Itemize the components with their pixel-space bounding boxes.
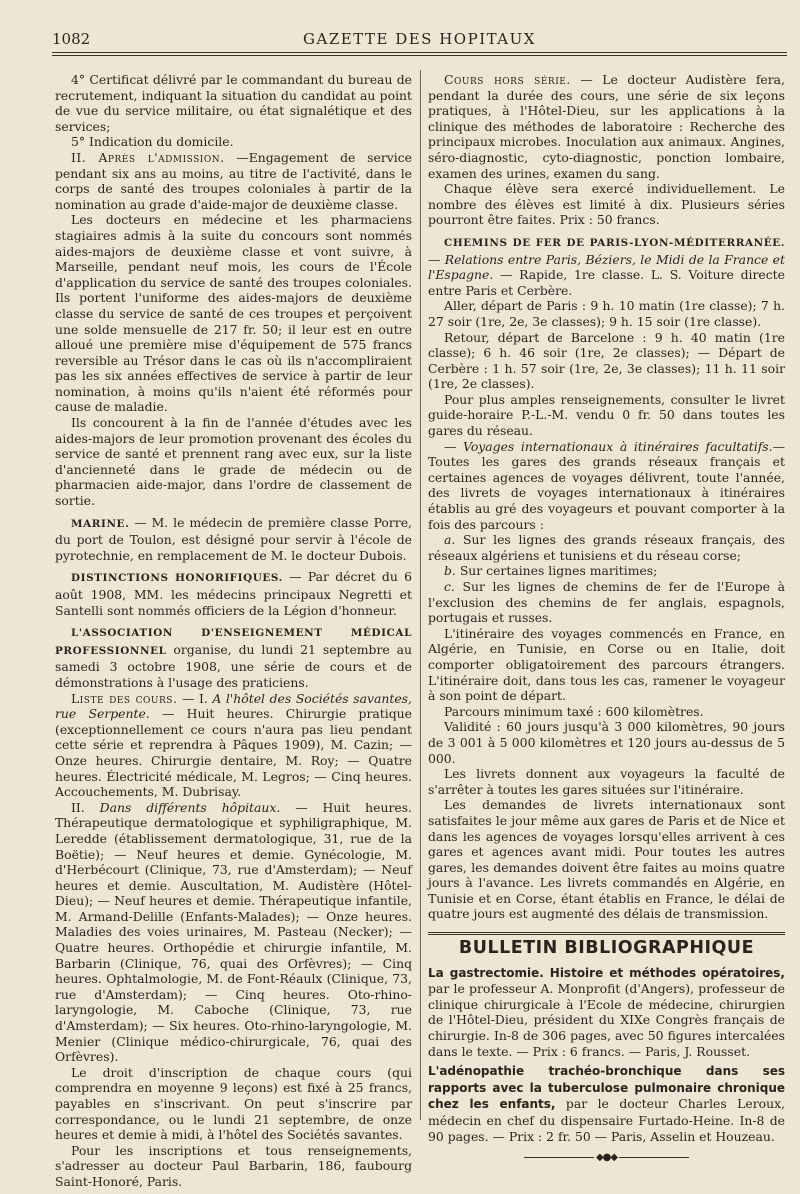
- cours-text: — Le docteur Audistère fera, pendant la durée des cours, une série de six leçons pratiques, à l'Hôtel-Dieu, sur les applications à la clinique des méthodes de laboratoire : Recherche des principaux microbes. Inoculation aux animaux. Angines, séro-diagnostic, cyto-diagnostic, ponction lombaire, examen des urines, examen du sang.: [428, 72, 785, 181]
- bibliography: [428, 965, 785, 1145]
- distinctions-text: — Par décret du 6 août 1908, MM. les médecins principaux Negretti et Santelli sont nommés officiers de la Légion d'honneur.: [55, 569, 412, 618]
- header-rule-second: [52, 55, 787, 56]
- paragraph-hopitaux: [55, 800, 412, 1065]
- paragraph-demandes: Les demandes de livrets internationaux sont satisfaites le jour même aux gares de Paris et de Nice et dans les agences de voyages lorsqu'elles arrivent à ces gares et agences avant midi. Pour toutes les autres gares, les demandes doivent être faites au moins quatre jours à l'avance. Les livrets commandés en Algérie, en Tunisie et en Corse, étant établis en France, le délai de quatre jours est augmenté des délais de transmission.: [428, 797, 785, 922]
- bib-entry-adenopathie: [428, 1063, 785, 1144]
- right-column: [428, 72, 785, 1166]
- section-rule: [428, 932, 785, 935]
- paragraph-liste-cours: [55, 691, 412, 800]
- cdf-dash: —: [428, 251, 445, 267]
- paragraph-renseignements: Pour les inscriptions et tous renseignements, s'adresser au docteur Paul Barbarin, 186, faubourg Saint-Honoré, Paris.: [55, 1142, 412, 1189]
- page-number: 1082: [52, 30, 91, 48]
- liste-location: A l'hôtel des Sociétés savantes, rue Serpente.: [55, 690, 412, 722]
- paragraph-livrets: Les livrets donnent aux voyageurs la faculté de s'arrêter à toutes les gares situées sur l'itinéraire.: [428, 766, 785, 797]
- cdf-relations: Relations entre Paris, Béziers, le Midi de la France et l'Espagne.: [428, 251, 785, 283]
- paragraph-voyages: [428, 439, 785, 533]
- heading-marine: MARINE.: [71, 517, 130, 530]
- page-header: [52, 26, 787, 50]
- liste-text: — Huit heures. Chirurgie pratique (exceptionnellement ce cours n'aura pas lieu pendant cette série et reprendra à Pâques 1909), M. Cazin; — Onze heures. Chirurgie dentaire, M. Roy; — Quatre heures. Électricité médicale, M. Legros; — Cinq heures. Accouchements, M. Dubrisay.: [55, 706, 412, 800]
- paragraph-apres-admission: [55, 150, 412, 212]
- paragraph-domicile: 5° Indication du domicile.: [71, 134, 234, 150]
- bib-title-adenopathie: L'adénopathie trachéo-bronchique dans ses rapports avec la tuberculose pulmonaire chronique chez les enfants,: [428, 1064, 785, 1112]
- paragraph-plus-amples: Pour plus amples renseignements, consulter le livret guide-horaire P.-L.-M. vendu 0 fr. 50 dans toutes les gares du réseau.: [428, 391, 785, 439]
- paragraph-retour: Retour, départ de Barcelone : 9 h. 40 matin (1re classe); 6 h. 46 soir (1re, 2e classes); — Départ de Cerbère : 1 h. 57 soir (1re, 2e, 3e classes); 11 h. 11 soir (1re, 2e classes).: [428, 329, 785, 392]
- paragraph-text: —Engagement de service pendant six ans au moins, au titre de l'activité, dans le corps de santé des troupes coloniales à partir de la nomination au grade d'aide-major de deuxième classe.: [55, 149, 412, 212]
- item-text: Sur les lignes des grands réseaux français, des réseaux algériens et tunisiens et du réseau corse;: [428, 532, 785, 563]
- section-lead: II. Après l'admission.: [71, 149, 225, 165]
- column-separator: [420, 70, 421, 1120]
- hopitaux-number: II.: [71, 799, 100, 815]
- paragraph-droit-inscription: Le droit d'inscription de chaque cours (qui comprendra en moyenne 9 leçons) est fixé à 25 francs, payables en s'inscrivant. On peut s'inscrire par correspondance, ou le lundi 21 septembre, de onze heures et demie à midi, à l'hôtel des Sociétés savantes.: [55, 1064, 412, 1143]
- heading-liste-cours: Liste des cours.: [71, 690, 178, 706]
- paragraph-distinctions: [55, 569, 412, 618]
- paragraph-cours-hors-serie: [428, 72, 785, 181]
- item-label: a.: [444, 532, 456, 548]
- association-text: organise, du lundi 21 septembre au samedi 3 octobre 1908, une série de cours et de démonstrations à l'usage des praticiens.: [55, 641, 412, 690]
- heading-association: L'ASSOCIATION D'ENSEIGNEMENT MÉDICAL PROFESSIONNEL: [55, 627, 412, 657]
- paragraph-parcours: Parcours minimum taxé : 600 kilomètres.: [444, 703, 704, 719]
- heading-chemins-de-fer: CHEMINS DE FER DE PARIS-LYON-MÉDITERRANÉE.: [444, 236, 785, 249]
- paragraph-docteurs: Les docteurs en médecine et les pharmaciens stagiaires admis à la suite du concours sont nommés aides-majors de deuxième classe et vont suivre, à Marseille, pendant neuf mois, les cours de l'École d'application du service de santé des troupes coloniales. Ils portent l'uniforme des aides-majors de deuxième classe du service de santé de ces troupes et perçoivent une solde mensuelle de 217 fr. 50; il leur est en outre alloué une première mise d'équipement de 575 francs reversible au Trésor dans le cas où ils n'accompliraient pas les six années effectives de service à partir de leur nomination, à moins qu'ils n'aient été réformés pour cause de maladie.: [55, 212, 412, 415]
- item-label: c.: [444, 579, 455, 594]
- left-column: [55, 72, 412, 1190]
- list-item-a: [428, 532, 785, 563]
- list-item-c: [428, 579, 785, 626]
- paragraph-chaque-eleve: Chaque élève sera exercé individuellement. Le nombre des élèves est limité à dix. Plusieurs séries pourront être faites. Prix : 50 francs.: [428, 181, 785, 228]
- voy-dash: —: [444, 438, 464, 454]
- header-rule: [52, 52, 787, 53]
- paragraph-itineraire: L'itinéraire des voyages commencés en France, en Algérie, en Tunisie, en Corse ou en Italie, doit comporter obligatoirement des parcours étrangers. L'itinéraire doit, dans tous les cas, ramener le voyageur à son point de départ.: [428, 625, 785, 704]
- bib-text-gastrectomie: par le professeur A. Monprofit (d'Angers), professeur de clinique chirurgicale à l'Ecole de médecine, chirurgien de l'Hôtel-Dieu, président du XIXe Congrès français de chirurgie. In-8 de 306 pages, avec 50 figures intercalées dans le texte. — Prix : 6 francs. — Paris, J. Rousset.: [428, 981, 785, 1059]
- hopitaux-text: — Huit heures. Thérapeutique dermatologique et syphiligraphique, M. Leredde (établissement dermatologique, 31, rue de la Boëtie); — Neuf heures et demie. Gynécologie, M. d'Herbécourt (Clinique, 73, rue d'Amsterdam); — Neuf heures et demie. Auscultation, M. Audistère (Hôtel-Dieu); — Neuf heures et demie. Thérapeutique infantile, M. Armand-Delille (Enfants-Malades); — Onze heures. Maladies des voies urinaires, M. Pasteau (Necker); — Quatre heures. Orthopédie et chirurgie infantile, M. Barbarin (Clinique, 76, quai des Orfèvres); — Cinq heures. Ophtalmologie, M. de Font-Réaulx (Clinique, 73, rue d'Amsterdam); — Cinq heures. Oto-rhino-laryngologie, M. Caboche (Clinique, 73, rue d'Amsterdam); — Six heures. Oto-rhino-laryngologie, M. Menier (Clinique médico-chirurgicale, 76, quai des Orfèvres).: [55, 799, 412, 1065]
- bib-text-adenopathie: par le docteur Charles Leroux, médecin en chef du dispensaire Furtado-Heine. In-8 de 90 pages. — Prix : 2 fr. 50 — Paris, Asselin et Houzeau.: [428, 1096, 785, 1144]
- paragraph-association: [55, 624, 412, 690]
- paragraph-certificat: 4° Certificat délivré par le commandant du bureau de recrutement, indiquant la situation du candidat au point de vue du service militaire, ou état signalétique et des services;: [55, 72, 412, 134]
- paragraph-marine: [55, 515, 412, 564]
- item-label: b.: [444, 563, 456, 579]
- bib-title-gastrectomie: La gastrectomie. Histoire et méthodes opératoires,: [428, 965, 785, 980]
- heading-distinctions: DISTINCTIONS HONORIFIQUES.: [71, 572, 283, 585]
- voyages-title: Voyages internationaux à itinéraires facultatifs.: [463, 438, 773, 454]
- paragraph-chemins-de-fer: [428, 234, 785, 298]
- bib-entry-gastrectomie: [428, 965, 785, 1060]
- liste-number: — I.: [177, 690, 213, 706]
- cdf-text: — Rapide, 1re classe. L. S. Voiture directe entre Paris et Cerbère.: [428, 267, 785, 298]
- list-item-b: [428, 563, 785, 579]
- heading-cours-hors-serie: Cours hors série.: [444, 72, 571, 87]
- end-ornament: ◆●◆: [428, 1150, 785, 1166]
- item-text: Sur les lignes de chemins de fer de l'Europe à l'exclusion des chemins de fer anglais, espagnols, portugais et russes.: [428, 579, 785, 626]
- item-text: Sur certaines lignes maritimes;: [455, 563, 658, 579]
- paragraph-concourent: Ils concourent à la fin de l'année d'études avec les aides-majors de leur promotion provenant des écoles du service de santé et prennent rang avec eux, sur la liste d'ancienneté dans le grade de médecin ou de pharmacien aide-major, dans l'ordre de classement de sortie.: [55, 415, 412, 509]
- bulletin-title: BULLETIN BIBLIOGRAPHIQUE: [458, 938, 755, 959]
- running-title: GAZETTE DES HOPITAUX: [303, 30, 536, 48]
- paragraph-validite: Validité : 60 jours jusqu'à 3 000 kilomètres, 90 jours de 3 001 à 5 000 kilomètres et 120 jours au-dessus de 5 000.: [428, 719, 785, 766]
- hopitaux-location: Dans différents hôpitaux.: [99, 799, 281, 815]
- marine-text: — M. le médecin de première classe Porre, du port de Toulon, est désigné pour servir à l'école de pyrotechnie, en remplacement de M. le docteur Dubois.: [55, 514, 412, 563]
- voyages-text: — Toutes les gares des grands réseaux français et certaines agences de voyages délivrent, toute l'année, des livrets de voyages internationaux à itinéraires établis au gré des voyageurs et pouvant comporter à la fois des parcours :: [428, 438, 785, 532]
- paragraph-aller: Aller, départ de Paris : 9 h. 10 matin (1re classe); 7 h. 27 soir (1re, 2e, 3e classes); 9 h. 15 soir (1re classe).: [428, 298, 785, 329]
